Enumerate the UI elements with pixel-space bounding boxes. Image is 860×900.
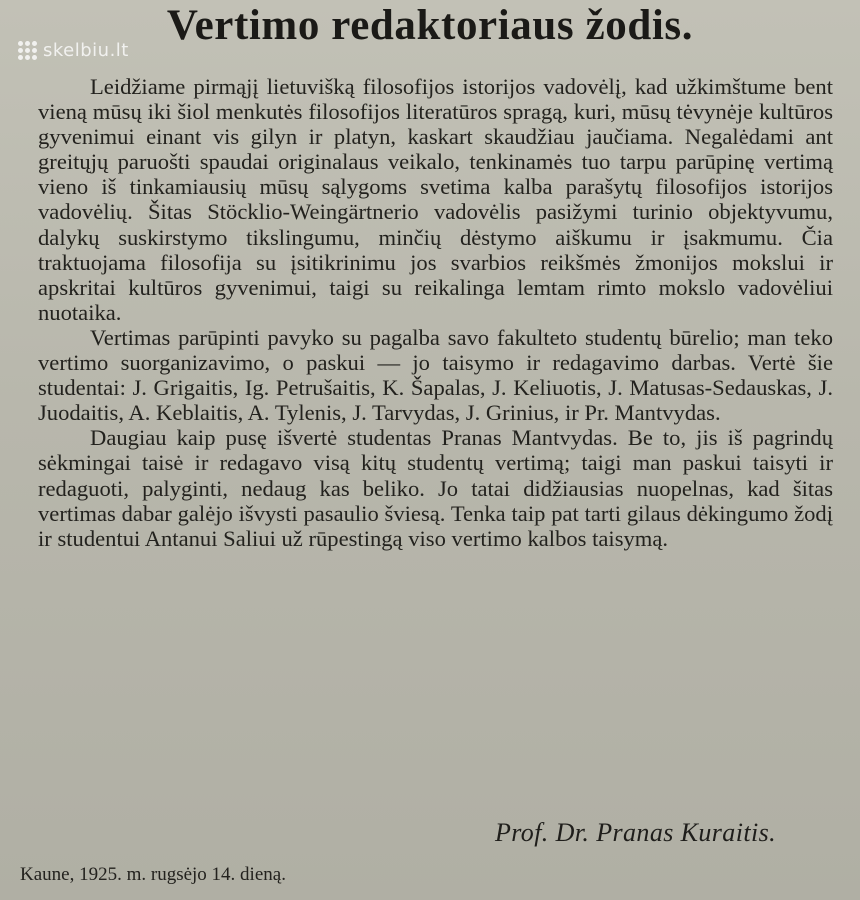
author-signature: Prof. Dr. Pranas Kuraitis.	[494, 818, 776, 847]
paragraph-2: Vertimas parūpinti pavyko su pagalba savo fakulteto studentų būrelio; man teko vertimo suorganizavimo, o paskui — jo taisymo ir redagavimo darbas. Vertė šie studentai: J. Grigaitis, Ig. Petrušaitis, K. Šapalas, J. Keliuotis, J. Matusas-Sedauskas, J. Juodaitis, A. Keblaitis, A. Tylenis, J. Tarvydas, J. Grinius, ir Pr. Mantvydas.	[38, 324, 833, 426]
watermark-text: skelbiu.lt	[43, 40, 129, 61]
page-title: Vertimo redaktoriaus žodis.	[166, 2, 694, 49]
place-date-line: Kaune, 1925. m. rugsėjo 14. dieną.	[20, 864, 286, 885]
document-body	[38, 74, 833, 551]
paragraph-3: Daugiau kaip pusę išvertė studentas Pranas Mantvydas. Be to, jis iš pagrindų sėkmingai taisė ir redagavo visą kitų studentų vertimą; taigi man paskui taisyti ir redaguoti, palyginti, nedaug kas beliko. Jo tatai didžiausias nuopelnas, kad šitas vertimas dabar galėjo išvysti pasaulio šviesą. Tenka taip pat tarti gilaus dėkingumo žodį ir studentui Antanui Saliui už rūpestingą viso vertimo kalbos taisymą.	[38, 425, 833, 551]
paragraph-1: Leidžiame pirmąjį lietuvišką filosofijos istorijos vadovėlį, kad užkimštume bent vieną mūsų iki šiol menkutės filosofijos literatūros spragą, kuri, mūsų tėvynėje kultūros gyvenimui einant vis gilyn ir platyn, kaskart skaudžiau jaučiama. Negalėdami ant greitųjų paruošti spaudai originalaus veikalo, tenkinamės tuo tarpu parūpinę vertimą vieno iš tinkamiausių mūsų sąlygoms svetima kalba parašytų filosofijos istorijos vadovėlių. Šitas Stöcklio-Weingärtnerio vadovėlis pasižymi turinio objektyvumu, dalykų suskirstymo tikslingumu, minčių dėstymo aiškumu ir įsakmumu. Čia traktuojama filosofija su įsitikrinimu jos svarbios reikšmės žmonijos mokslui ir apskritai kultūros gyvenimui, taigi su reikalinga lemtam rimto mokslo vadovėliui nuotaika.	[38, 74, 833, 325]
